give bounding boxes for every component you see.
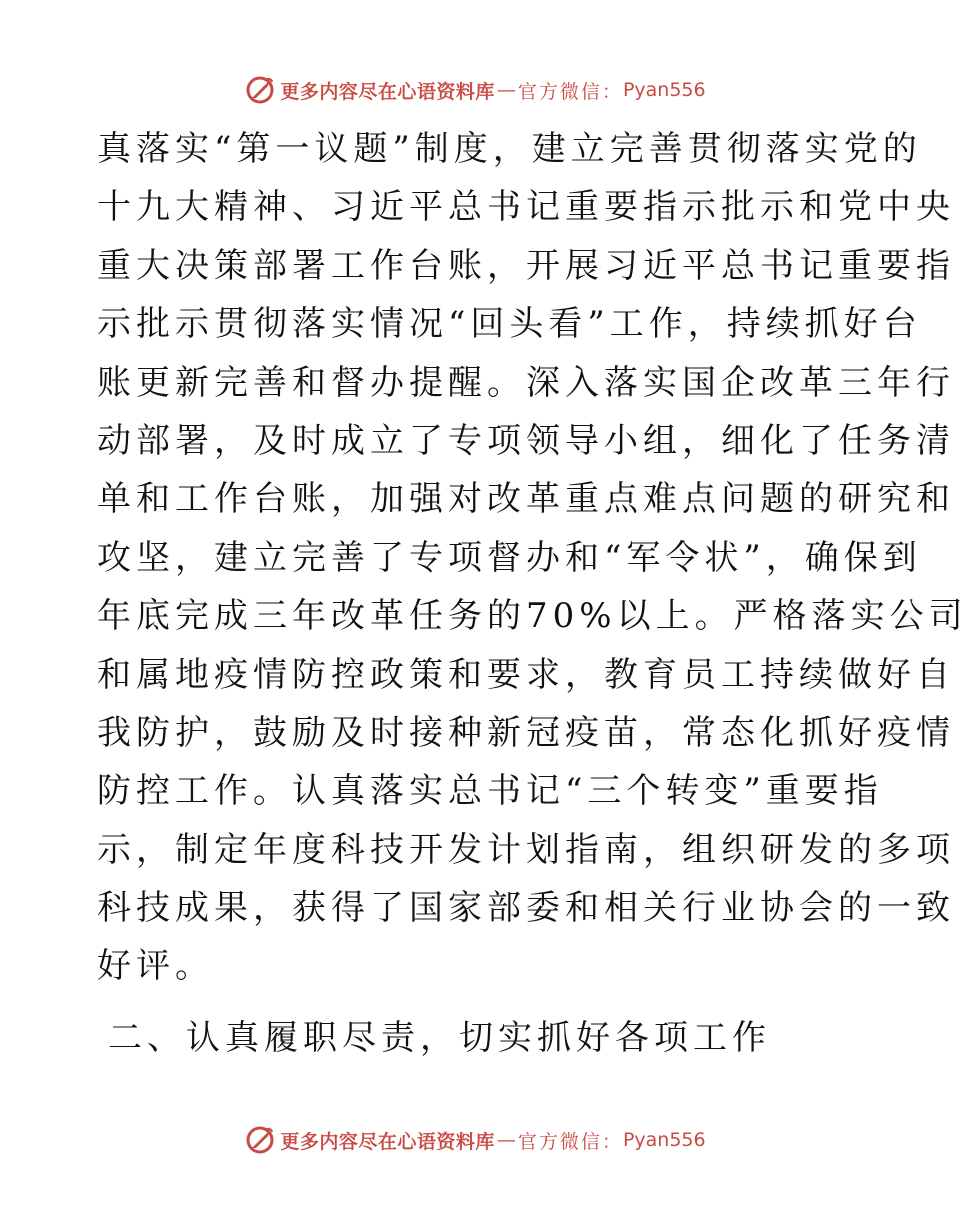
- body-paragraph: [97, 120, 968, 996]
- section-heading: 二、认真履职尽责，切实抓好各项工作: [108, 1018, 771, 1058]
- banner-wechat-label: 官方微信：: [517, 80, 623, 103]
- banner-slogan: 更多内容尽在心语资料库: [280, 1130, 495, 1153]
- body-line: 示批示贯彻落实情况“回头看”工作，持续抓好台: [97, 304, 922, 345]
- body-line: 攻坚，建立完善了专项督办和“军令状”，确保到: [97, 537, 922, 578]
- body-line: 十九大精神、习近平总书记重要指示批示和党中央: [97, 187, 955, 228]
- banner-separator: —: [496, 1129, 516, 1151]
- body-line: 示，制定年度科技开发计划指南，组织研发的多项: [97, 829, 955, 870]
- banner-separator: —: [496, 79, 516, 101]
- body-line: 科技成果，获得了国家部委和相关行业协会的一致: [97, 888, 955, 929]
- body-line: 单和工作台账，加强对改革重点难点问题的研究和: [97, 479, 955, 520]
- banner-wechat-label: 官方微信：: [517, 1130, 623, 1153]
- body-line: 我防护，鼓励及时接种新冠疫苗，常态化抓好疫情: [97, 712, 955, 753]
- body-line: 重大决策部署工作台账，开展习近平总书记重要指: [97, 245, 955, 286]
- banner-wechat-id: Pyan556: [622, 79, 706, 101]
- header-banner: [0, 70, 950, 110]
- body-line: 和属地疫情防控政策和要求，教育员工持续做好自: [97, 654, 955, 695]
- quill-circle-logo-icon: [244, 1124, 276, 1156]
- body-line: 年底完成三年改革任务的70%以上。严格落实公司: [97, 596, 968, 637]
- body-line: 真落实“第一议题”制度，建立完善贯彻落实党的: [97, 129, 922, 169]
- body-line: 防控工作。认真落实总书记“三个转变”重要指: [97, 771, 883, 812]
- body-line: 好评。: [97, 946, 214, 987]
- body-line: 账更新完善和督办提醒。深入落实国企改革三年行: [97, 362, 955, 403]
- quill-circle-logo-icon: [244, 74, 276, 106]
- banner-wechat-id: Pyan556: [622, 1129, 706, 1151]
- footer-banner: [0, 1120, 950, 1160]
- banner-slogan: 更多内容尽在心语资料库: [280, 80, 495, 103]
- body-line: 动部署，及时成立了专项领导小组，细化了任务清: [97, 420, 955, 461]
